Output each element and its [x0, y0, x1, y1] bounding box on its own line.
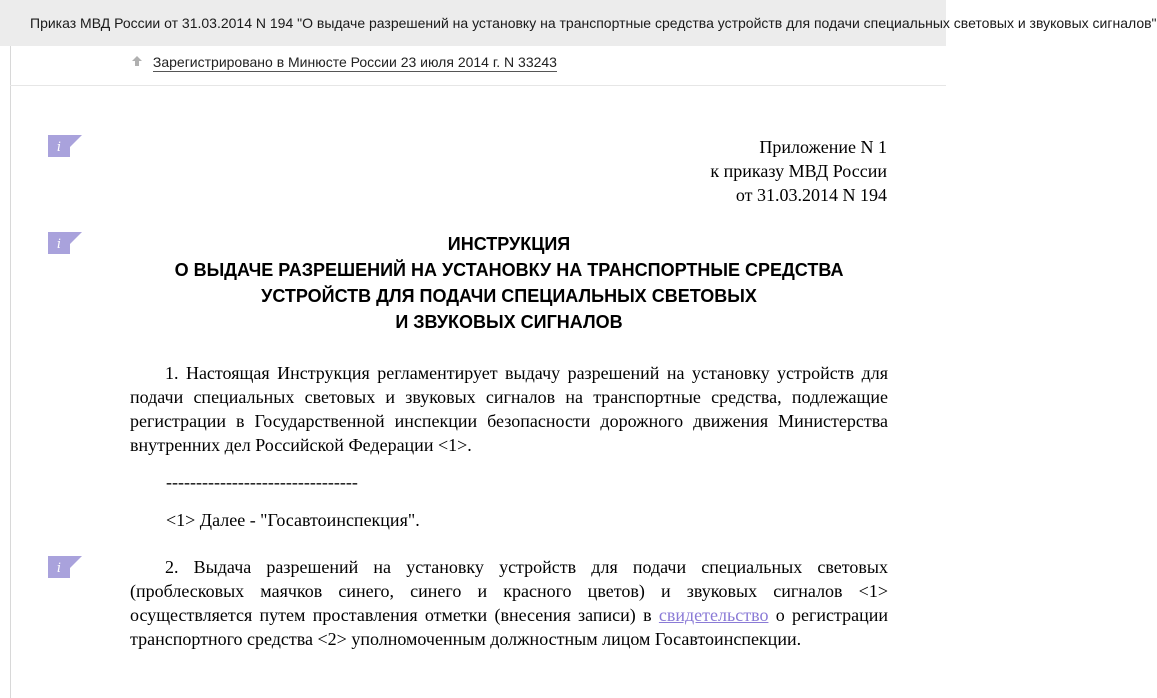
certificate-link[interactable]: свидетельство [658, 605, 769, 625]
footnote-separator: -------------------------------- [166, 472, 358, 492]
instruction-title [130, 231, 888, 335]
paragraph-2-text: 2. Выдача разрешений на установку устройств для подачи специальных световых (проблесковых маячков синего, синего и красного цветов) и звуковых сигналов <1> осуществляется путем проставления отметки (внесения записи) в [130, 557, 888, 625]
svg-text:i: i [56, 237, 62, 252]
title-line: ИНСТРУКЦИЯ [447, 234, 571, 254]
arrow-up-icon[interactable] [131, 55, 145, 70]
title-line: УСТРОЙСТВ ДЛЯ ПОДАЧИ СПЕЦИАЛЬНЫХ СВЕТОВЫХ [261, 286, 757, 306]
appendix-block [560, 135, 887, 207]
appendix-line: от 31.03.2014 N 194 [735, 185, 887, 205]
left-margin-rule [10, 46, 11, 698]
paragraph-2 [130, 555, 888, 651]
footnote-1: <1> Далее - "Госавтоинспекция". [166, 510, 420, 530]
paragraph-1 [130, 361, 888, 457]
info-icon[interactable] [48, 556, 82, 578]
svg-text:i: i [56, 140, 62, 155]
title-line: О ВЫДАЧЕ РАЗРЕШЕНИЙ НА УСТАНОВКУ НА ТРАНСПОРТНЫЕ СРЕДСТВА [174, 260, 844, 280]
arrow-up-icon-graphic [131, 55, 143, 67]
svg-text:i: i [56, 561, 62, 576]
info-icon[interactable] [48, 135, 82, 157]
title-line: И ЗВУКОВЫХ СИГНАЛОВ [395, 312, 623, 332]
document-title: Приказ МВД России от 31.03.2014 N 194 "О выдаче разрешений на установку на транспортные средства устройств для подачи специальных световых и звуковых сигналов" [30, 15, 1157, 31]
registration-line [131, 54, 557, 70]
document-title-bar [0, 0, 1157, 46]
registration-link[interactable]: Зарегистрировано в Минюсте России 23 июля 2014 г. N 33243 [152, 54, 557, 70]
appendix-line: Приложение N 1 [759, 137, 887, 157]
info-icon[interactable] [48, 232, 82, 254]
paragraph-1-text: 1. Настоящая Инструкция регламентирует выдачу разрешений на установку устройств для подачи специальных световых и звуковых сигналов на транспортные средства, подлежащие регистрации в Государственной инспекции безопасности дорожного движения Министерства внутренних дел Российской Федерации <1>. [130, 363, 888, 455]
document-page [0, 46, 946, 698]
header-divider [10, 85, 946, 86]
appendix-line: к приказу МВД России [710, 161, 887, 181]
paragraph-2-text-end: о регистрации транспортного средства <2> уполномоченным должностным лицом Госавтоинспекции. [130, 605, 889, 649]
